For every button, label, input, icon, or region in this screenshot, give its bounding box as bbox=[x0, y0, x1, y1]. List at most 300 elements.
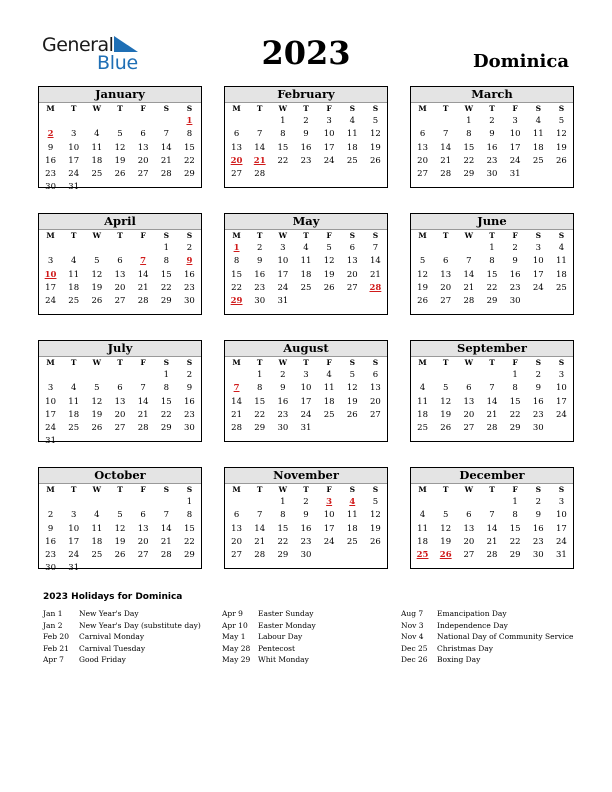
day-cell: 22 bbox=[277, 536, 289, 547]
day-cell: 20 bbox=[137, 536, 149, 547]
week-row bbox=[39, 242, 201, 255]
empty-day-cell bbox=[85, 435, 108, 448]
day-cell: 26 bbox=[323, 282, 335, 293]
weekday-label: S bbox=[535, 358, 541, 367]
weekday-label: W bbox=[92, 358, 102, 367]
holiday-entry bbox=[222, 620, 316, 632]
holiday-day-cell: 21 bbox=[253, 155, 266, 166]
day-cell: 9 bbox=[535, 383, 541, 394]
weekday-label: M bbox=[418, 104, 427, 113]
day-cell: 15 bbox=[277, 142, 289, 153]
day-cell: 7 bbox=[489, 510, 495, 521]
weekday-label: T bbox=[70, 485, 77, 494]
day-cell: 28 bbox=[231, 423, 242, 434]
weekday-label: F bbox=[512, 231, 518, 240]
day-cell: 15 bbox=[463, 142, 475, 153]
week-row bbox=[39, 562, 201, 575]
weekday-label: T bbox=[70, 358, 77, 367]
empty-day-cell bbox=[132, 181, 155, 194]
day-cell: 12 bbox=[440, 396, 452, 407]
day-cell: 12 bbox=[346, 383, 358, 394]
empty-day-cell bbox=[132, 115, 155, 128]
weekday-label: S bbox=[163, 358, 169, 367]
day-cell: 24 bbox=[323, 155, 335, 166]
weekday-label: T bbox=[117, 358, 123, 367]
empty-day-cell bbox=[457, 242, 480, 255]
weekday-label: T bbox=[489, 485, 495, 494]
day-cell: 17 bbox=[45, 282, 56, 293]
holiday-name: Whit Monday bbox=[258, 655, 309, 664]
day-cell: 28 bbox=[463, 296, 475, 307]
empty-day-cell bbox=[294, 168, 317, 181]
holiday-name: Carnival Monday bbox=[79, 632, 145, 641]
day-cell: 19 bbox=[556, 142, 567, 153]
day-cell: 30 bbox=[532, 423, 544, 434]
empty-day-cell bbox=[178, 562, 201, 575]
weekday-header bbox=[39, 230, 201, 242]
day-cell: 5 bbox=[117, 510, 123, 521]
holiday-date: Nov 4 bbox=[401, 632, 424, 641]
day-cell: 27 bbox=[231, 550, 242, 561]
day-cell: 8 bbox=[186, 510, 193, 521]
weekday-label: T bbox=[489, 104, 495, 113]
day-cell: 15 bbox=[160, 396, 172, 407]
holiday-date: Dec 25 bbox=[401, 643, 428, 653]
weekday-label: T bbox=[442, 104, 449, 113]
weekday-label: F bbox=[140, 358, 146, 367]
day-cell: 27 bbox=[346, 282, 358, 293]
day-cell: 28 bbox=[486, 550, 498, 561]
week-row bbox=[225, 295, 387, 308]
day-cell: 26 bbox=[114, 550, 126, 561]
day-cell: 18 bbox=[91, 155, 103, 166]
day-cell: 13 bbox=[231, 523, 242, 534]
empty-day-cell bbox=[527, 168, 550, 181]
day-cell: 9 bbox=[535, 510, 541, 521]
day-cell: 19 bbox=[91, 409, 103, 420]
day-cell: 7 bbox=[163, 510, 169, 521]
day-cell: 3 bbox=[71, 510, 77, 521]
day-cell: 19 bbox=[323, 269, 335, 280]
day-cell: 27 bbox=[137, 169, 149, 180]
empty-day-cell bbox=[132, 562, 155, 575]
day-cell: 20 bbox=[440, 282, 452, 293]
holidays-column bbox=[222, 608, 316, 666]
month-name: August bbox=[225, 341, 387, 357]
day-cell: 4 bbox=[558, 243, 565, 253]
weekday-label: F bbox=[326, 104, 332, 113]
day-cell: 20 bbox=[463, 409, 475, 420]
day-cell: 5 bbox=[372, 116, 379, 126]
week-row bbox=[39, 369, 201, 382]
empty-day-cell bbox=[85, 562, 108, 575]
empty-day-cell bbox=[550, 422, 573, 435]
day-cell: 18 bbox=[91, 536, 103, 547]
weekday-label: T bbox=[442, 485, 449, 494]
day-cell: 4 bbox=[303, 243, 309, 253]
empty-day-cell bbox=[271, 168, 294, 181]
day-cell: 6 bbox=[117, 383, 123, 394]
holidays-column bbox=[401, 608, 573, 666]
day-cell: 14 bbox=[440, 142, 452, 153]
day-cell: 23 bbox=[532, 409, 544, 420]
weekday-label: S bbox=[186, 358, 193, 367]
day-cell: 24 bbox=[277, 282, 289, 293]
day-cell: 25 bbox=[300, 282, 312, 293]
day-cell: 4 bbox=[419, 383, 426, 394]
day-cell: 26 bbox=[370, 155, 381, 166]
holiday-day-cell: 1 bbox=[233, 243, 240, 253]
day-cell: 10 bbox=[323, 129, 335, 140]
week-row bbox=[39, 142, 201, 155]
week-row bbox=[225, 509, 387, 522]
day-cell: 12 bbox=[440, 523, 452, 534]
week-row bbox=[39, 295, 201, 308]
weekday-label: M bbox=[232, 358, 241, 367]
weekday-label: T bbox=[70, 104, 77, 113]
day-cell: 21 bbox=[463, 282, 475, 293]
day-cell: 11 bbox=[300, 256, 312, 267]
day-cell: 15 bbox=[277, 523, 289, 534]
holiday-name: Easter Sunday bbox=[258, 609, 314, 618]
day-cell: 30 bbox=[45, 563, 56, 574]
day-cell: 19 bbox=[440, 409, 452, 420]
weekday-header bbox=[39, 484, 201, 496]
day-cell: 27 bbox=[463, 550, 475, 561]
day-cell: 8 bbox=[280, 510, 286, 521]
week-row bbox=[39, 523, 201, 536]
empty-day-cell bbox=[108, 115, 131, 128]
weekday-label: W bbox=[92, 231, 102, 240]
day-cell: 1 bbox=[466, 116, 472, 126]
day-cell: 2 bbox=[186, 243, 193, 253]
weekday-label: S bbox=[535, 231, 541, 240]
holiday-day-cell: 4 bbox=[349, 497, 356, 507]
day-cell: 29 bbox=[277, 550, 289, 561]
day-cell: 7 bbox=[443, 129, 449, 140]
empty-day-cell bbox=[62, 496, 85, 509]
weekday-label: F bbox=[140, 485, 146, 494]
weekday-header bbox=[225, 230, 387, 242]
day-cell: 8 bbox=[163, 383, 169, 394]
day-cell: 1 bbox=[163, 370, 169, 380]
weekday-label: W bbox=[464, 485, 474, 494]
day-cell: 13 bbox=[417, 142, 428, 153]
holiday-name: Christmas Day bbox=[437, 643, 493, 653]
day-cell: 22 bbox=[160, 409, 172, 420]
week-row bbox=[411, 523, 573, 536]
day-cell: 8 bbox=[512, 510, 518, 521]
holidays-column bbox=[43, 608, 201, 666]
day-cell: 9 bbox=[303, 510, 309, 521]
day-cell: 21 bbox=[370, 269, 381, 280]
day-cell: 29 bbox=[509, 423, 521, 434]
empty-day-cell bbox=[85, 369, 108, 382]
day-cell: 23 bbox=[300, 536, 312, 547]
holiday-date: Apr 7 bbox=[43, 655, 64, 664]
day-cell: 31 bbox=[45, 436, 56, 447]
day-cell: 28 bbox=[160, 169, 172, 180]
week-row bbox=[411, 115, 573, 128]
day-cell: 6 bbox=[117, 256, 123, 267]
day-cell: 27 bbox=[370, 409, 381, 420]
weekday-label: M bbox=[232, 231, 241, 240]
day-cell: 2 bbox=[303, 116, 309, 126]
weekday-header bbox=[39, 357, 201, 369]
day-cell: 24 bbox=[556, 409, 567, 420]
logo-text-blue: Blue bbox=[97, 52, 138, 74]
weekday-label: T bbox=[70, 231, 77, 240]
day-cell: 3 bbox=[303, 370, 309, 380]
weekday-label: M bbox=[232, 485, 241, 494]
day-cell: 29 bbox=[160, 423, 172, 434]
weekday-label: T bbox=[303, 358, 309, 367]
holiday-entry bbox=[401, 620, 573, 632]
day-cell: 22 bbox=[184, 536, 195, 547]
day-cell: 6 bbox=[419, 129, 426, 140]
empty-day-cell bbox=[108, 181, 131, 194]
empty-day-cell bbox=[341, 295, 364, 308]
day-cell: 14 bbox=[137, 269, 149, 280]
day-cell: 14 bbox=[231, 396, 242, 407]
holiday-entry bbox=[43, 631, 201, 643]
day-cell: 15 bbox=[486, 269, 498, 280]
day-cell: 20 bbox=[114, 409, 126, 420]
day-cell: 15 bbox=[231, 269, 242, 280]
day-cell: 8 bbox=[163, 256, 169, 267]
month-name: November bbox=[225, 468, 387, 484]
weekday-label: T bbox=[117, 485, 123, 494]
empty-day-cell bbox=[39, 242, 62, 255]
holiday-name: Boxing Day bbox=[437, 655, 481, 664]
week-row bbox=[39, 115, 201, 128]
weekday-label: W bbox=[464, 358, 474, 367]
weekday-header bbox=[411, 103, 573, 115]
week-row bbox=[411, 382, 573, 395]
week-row bbox=[39, 168, 201, 181]
weekday-label: S bbox=[535, 104, 541, 113]
empty-day-cell bbox=[318, 549, 341, 562]
day-cell: 19 bbox=[417, 282, 428, 293]
weekday-label: S bbox=[163, 231, 169, 240]
holiday-name: Good Friday bbox=[79, 655, 126, 664]
day-cell: 19 bbox=[114, 536, 126, 547]
day-cell: 23 bbox=[486, 155, 498, 166]
day-cell: 26 bbox=[91, 423, 103, 434]
day-cell: 28 bbox=[254, 550, 266, 561]
day-cell: 20 bbox=[346, 269, 358, 280]
holiday-entry bbox=[222, 608, 316, 620]
day-cell: 16 bbox=[486, 142, 498, 153]
weekday-label: S bbox=[558, 485, 565, 494]
week-row bbox=[411, 269, 573, 282]
day-cell: 22 bbox=[231, 282, 242, 293]
day-cell: 7 bbox=[257, 510, 263, 521]
day-cell: 2 bbox=[489, 116, 495, 126]
day-cell: 5 bbox=[443, 510, 449, 521]
day-cell: 24 bbox=[556, 536, 567, 547]
empty-day-cell bbox=[434, 369, 457, 382]
holiday-name: Carnival Tuesday bbox=[79, 643, 146, 653]
empty-day-cell bbox=[39, 496, 62, 509]
weekday-label: W bbox=[92, 104, 102, 113]
weekday-label: T bbox=[256, 104, 263, 113]
empty-day-cell bbox=[132, 496, 155, 509]
country-name: Dominica bbox=[472, 51, 569, 72]
day-cell: 14 bbox=[486, 523, 498, 534]
page-title-year: 2023 bbox=[261, 34, 351, 72]
day-cell: 17 bbox=[300, 396, 312, 407]
holiday-name: Labour Day bbox=[258, 632, 303, 641]
day-cell: 30 bbox=[45, 182, 56, 193]
day-cell: 7 bbox=[257, 129, 263, 140]
day-cell: 23 bbox=[45, 550, 56, 561]
day-cell: 1 bbox=[280, 116, 286, 126]
day-cell: 29 bbox=[486, 296, 498, 307]
month-name: May bbox=[225, 214, 387, 230]
month-february bbox=[224, 86, 388, 188]
day-cell: 9 bbox=[280, 383, 286, 394]
day-cell: 30 bbox=[184, 296, 195, 307]
weekday-label: S bbox=[186, 231, 193, 240]
day-cell: 29 bbox=[254, 423, 266, 434]
week-row bbox=[411, 422, 573, 435]
day-cell: 30 bbox=[486, 169, 498, 180]
empty-day-cell bbox=[341, 549, 364, 562]
day-cell: 8 bbox=[489, 256, 495, 267]
day-cell: 13 bbox=[463, 396, 475, 407]
weekday-header bbox=[411, 230, 573, 242]
weekday-header bbox=[411, 357, 573, 369]
day-cell: 22 bbox=[509, 536, 521, 547]
day-cell: 21 bbox=[137, 282, 149, 293]
day-cell: 13 bbox=[231, 142, 242, 153]
week-row bbox=[411, 496, 573, 509]
day-cell: 13 bbox=[440, 269, 452, 280]
weekday-label: T bbox=[117, 231, 123, 240]
weekday-label: T bbox=[303, 485, 309, 494]
day-cell: 28 bbox=[137, 423, 149, 434]
holiday-entry bbox=[222, 643, 316, 655]
day-cell: 9 bbox=[186, 383, 193, 394]
day-cell: 3 bbox=[535, 243, 541, 253]
empty-day-cell bbox=[318, 168, 341, 181]
empty-day-cell bbox=[155, 181, 178, 194]
day-cell: 21 bbox=[440, 155, 452, 166]
empty-day-cell bbox=[550, 168, 573, 181]
day-cell: 13 bbox=[346, 256, 358, 267]
week-row bbox=[411, 142, 573, 155]
day-cell: 1 bbox=[280, 497, 286, 507]
weekday-label: M bbox=[46, 358, 55, 367]
day-cell: 15 bbox=[160, 269, 172, 280]
holiday-day-cell: 29 bbox=[230, 296, 243, 307]
day-cell: 17 bbox=[556, 523, 567, 534]
holiday-entry bbox=[401, 654, 573, 666]
weekday-label: S bbox=[349, 231, 355, 240]
day-cell: 1 bbox=[489, 243, 495, 253]
day-cell: 18 bbox=[532, 142, 544, 153]
empty-day-cell bbox=[294, 295, 317, 308]
week-row bbox=[225, 115, 387, 128]
day-cell: 23 bbox=[277, 409, 289, 420]
month-name: June bbox=[411, 214, 573, 230]
holiday-entry bbox=[401, 608, 573, 620]
day-cell: 5 bbox=[94, 383, 100, 394]
day-cell: 25 bbox=[417, 423, 428, 434]
month-march bbox=[410, 86, 574, 188]
day-cell: 29 bbox=[184, 169, 195, 180]
day-cell: 17 bbox=[509, 142, 521, 153]
day-cell: 22 bbox=[160, 282, 172, 293]
day-cell: 5 bbox=[326, 243, 332, 253]
weekday-label: T bbox=[303, 231, 309, 240]
day-cell: 14 bbox=[254, 142, 266, 153]
empty-day-cell bbox=[434, 115, 457, 128]
weekday-header bbox=[225, 357, 387, 369]
day-cell: 3 bbox=[47, 256, 54, 267]
weekday-label: S bbox=[186, 104, 193, 113]
empty-day-cell bbox=[85, 242, 108, 255]
day-cell: 14 bbox=[160, 523, 172, 534]
day-cell: 24 bbox=[45, 423, 56, 434]
day-cell: 28 bbox=[486, 423, 498, 434]
week-row bbox=[225, 282, 387, 295]
day-cell: 11 bbox=[556, 256, 567, 267]
day-cell: 17 bbox=[532, 269, 544, 280]
day-cell: 13 bbox=[370, 383, 381, 394]
day-cell: 21 bbox=[160, 155, 172, 166]
day-cell: 7 bbox=[140, 383, 146, 394]
day-cell: 27 bbox=[231, 169, 242, 180]
day-cell: 17 bbox=[323, 523, 335, 534]
day-cell: 16 bbox=[45, 155, 56, 166]
weekday-label: S bbox=[186, 485, 193, 494]
day-cell: 30 bbox=[254, 296, 266, 307]
week-row bbox=[225, 369, 387, 382]
empty-day-cell bbox=[108, 562, 131, 575]
day-cell: 10 bbox=[68, 142, 80, 153]
week-row bbox=[225, 168, 387, 181]
holiday-entry bbox=[43, 654, 201, 666]
holiday-entry bbox=[222, 654, 316, 666]
day-cell: 28 bbox=[160, 550, 172, 561]
holiday-date: Dec 26 bbox=[401, 655, 428, 664]
day-cell: 18 bbox=[68, 282, 80, 293]
month-name: January bbox=[39, 87, 201, 103]
day-cell: 7 bbox=[489, 383, 495, 394]
day-cell: 23 bbox=[509, 282, 521, 293]
holiday-day-cell: 7 bbox=[233, 383, 240, 394]
empty-day-cell bbox=[364, 549, 387, 562]
week-row bbox=[39, 536, 201, 549]
day-cell: 18 bbox=[300, 269, 312, 280]
empty-day-cell bbox=[85, 115, 108, 128]
weekday-label: W bbox=[278, 485, 288, 494]
day-cell: 17 bbox=[277, 269, 289, 280]
weekday-label: F bbox=[512, 104, 518, 113]
day-cell: 22 bbox=[277, 155, 289, 166]
day-cell: 8 bbox=[280, 129, 286, 140]
empty-day-cell bbox=[155, 435, 178, 448]
day-cell: 30 bbox=[509, 296, 521, 307]
month-may bbox=[224, 213, 388, 315]
empty-day-cell bbox=[155, 496, 178, 509]
day-cell: 28 bbox=[137, 296, 149, 307]
day-cell: 25 bbox=[68, 296, 80, 307]
month-august bbox=[224, 340, 388, 442]
holiday-date: Apr 10 bbox=[222, 620, 248, 630]
